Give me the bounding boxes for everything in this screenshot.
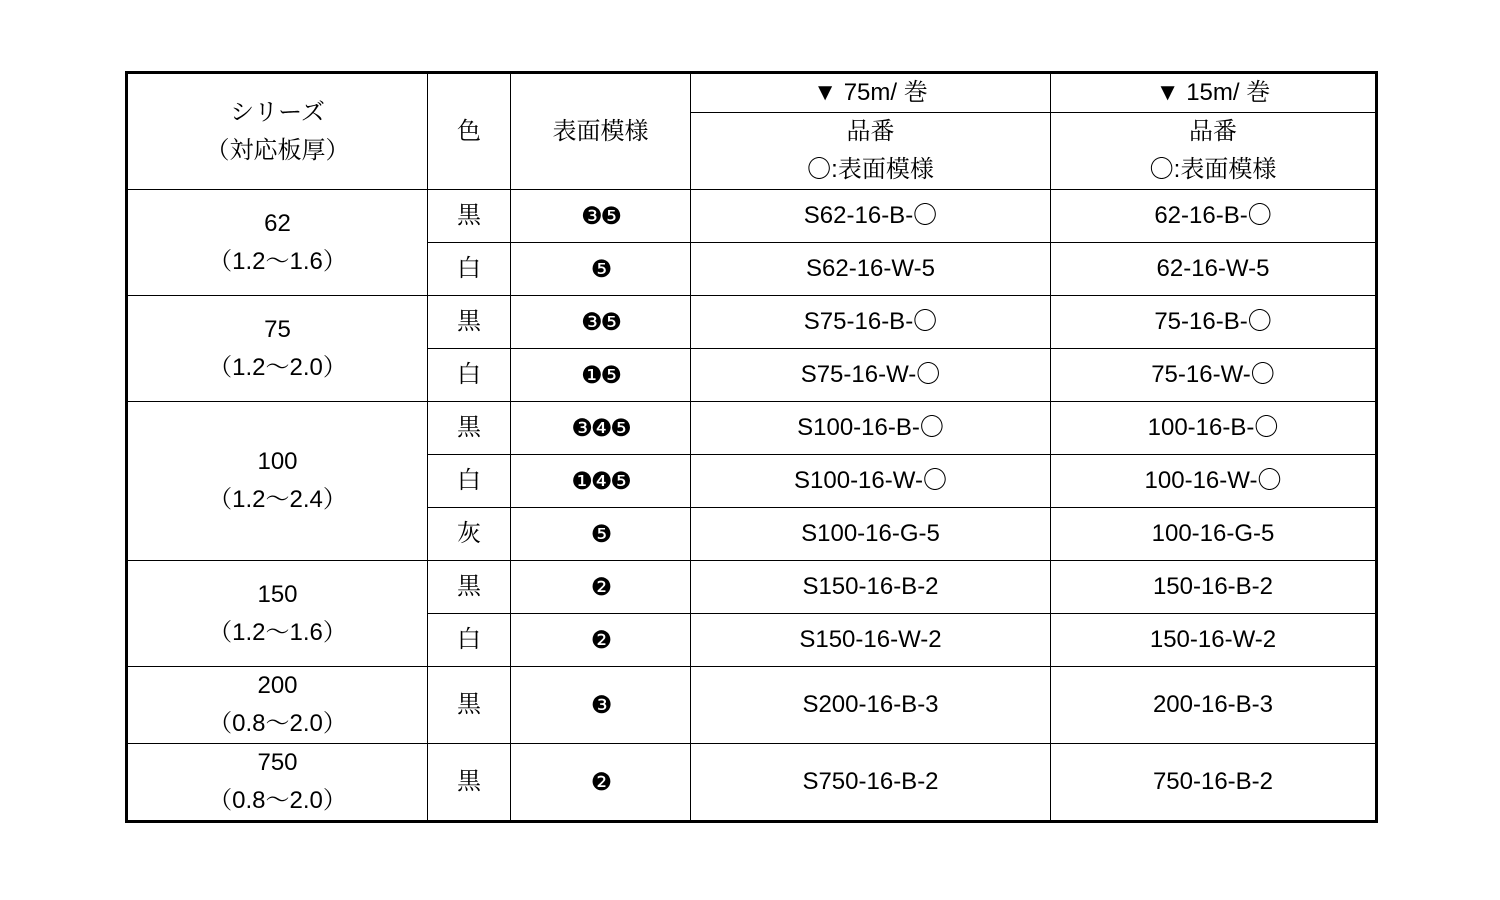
pattern-marks: ❺	[511, 243, 691, 296]
series-cell: 750 （0.8〜2.0）	[127, 744, 428, 822]
part-number-15m: 100-16-B-〇	[1051, 402, 1377, 455]
pattern-marks: ❸❹❺	[511, 402, 691, 455]
pattern-marks: ❶❺	[511, 349, 691, 402]
series-cell: 150 （1.2〜1.6）	[127, 561, 428, 667]
series-cell: 75 （1.2〜2.0）	[127, 296, 428, 402]
pattern-marks: ❸❺	[511, 296, 691, 349]
header-part-75m: 品番 〇:表面模様	[691, 113, 1051, 190]
table-row	[127, 667, 1377, 744]
color-cell: 白	[428, 614, 511, 667]
header-part-15m: 品番 〇:表面模様	[1051, 113, 1377, 190]
part-number-75m: S150-16-W-2	[691, 614, 1051, 667]
part-number-75m: S100-16-W-〇	[691, 455, 1051, 508]
part-number-15m: 62-16-B-〇	[1051, 190, 1377, 243]
part-number-15m: 750-16-B-2	[1051, 744, 1377, 822]
table-row	[127, 744, 1377, 822]
part-number-15m: 75-16-B-〇	[1051, 296, 1377, 349]
header-pattern: 表面模様	[511, 73, 691, 190]
pattern-marks: ❷	[511, 614, 691, 667]
part-number-75m: S200-16-B-3	[691, 667, 1051, 744]
series-cell: 100 （1.2〜2.4）	[127, 402, 428, 561]
part-number-75m: S750-16-B-2	[691, 744, 1051, 822]
header-series: シリーズ （対応板厚）	[127, 73, 428, 190]
pattern-marks: ❸❺	[511, 190, 691, 243]
part-number-75m: S75-16-W-〇	[691, 349, 1051, 402]
color-cell: 黒	[428, 402, 511, 455]
pattern-marks: ❶❹❺	[511, 455, 691, 508]
header-row-1	[127, 73, 1377, 113]
table-row	[127, 402, 1377, 455]
part-number-15m: 75-16-W-〇	[1051, 349, 1377, 402]
color-cell: 黒	[428, 190, 511, 243]
color-cell: 黒	[428, 667, 511, 744]
table-row	[127, 190, 1377, 243]
header-color: 色	[428, 73, 511, 190]
color-cell: 黒	[428, 296, 511, 349]
part-number-75m: S75-16-B-〇	[691, 296, 1051, 349]
pattern-marks: ❷	[511, 744, 691, 822]
color-cell: 黒	[428, 744, 511, 822]
part-number-75m: S100-16-B-〇	[691, 402, 1051, 455]
color-cell: 白	[428, 243, 511, 296]
part-number-75m: S62-16-B-〇	[691, 190, 1051, 243]
pattern-marks: ❸	[511, 667, 691, 744]
part-number-15m: 62-16-W-5	[1051, 243, 1377, 296]
part-number-15m: 150-16-W-2	[1051, 614, 1377, 667]
series-cell: 62 （1.2〜1.6）	[127, 190, 428, 296]
part-number-15m: 200-16-B-3	[1051, 667, 1377, 744]
part-number-75m: S100-16-G-5	[691, 508, 1051, 561]
header-roll-75m: ▼ 75m/ 巻	[691, 73, 1051, 113]
part-number-15m: 100-16-G-5	[1051, 508, 1377, 561]
product-spec-table	[125, 71, 1378, 823]
table-row	[127, 296, 1377, 349]
color-cell: 灰	[428, 508, 511, 561]
part-number-75m: S150-16-B-2	[691, 561, 1051, 614]
part-number-15m: 150-16-B-2	[1051, 561, 1377, 614]
color-cell: 白	[428, 455, 511, 508]
pattern-marks: ❺	[511, 508, 691, 561]
color-cell: 白	[428, 349, 511, 402]
color-cell: 黒	[428, 561, 511, 614]
part-number-15m: 100-16-W-〇	[1051, 455, 1377, 508]
part-number-75m: S62-16-W-5	[691, 243, 1051, 296]
header-roll-15m: ▼ 15m/ 巻	[1051, 73, 1377, 113]
series-cell: 200 （0.8〜2.0）	[127, 667, 428, 744]
pattern-marks: ❷	[511, 561, 691, 614]
table-row	[127, 561, 1377, 614]
